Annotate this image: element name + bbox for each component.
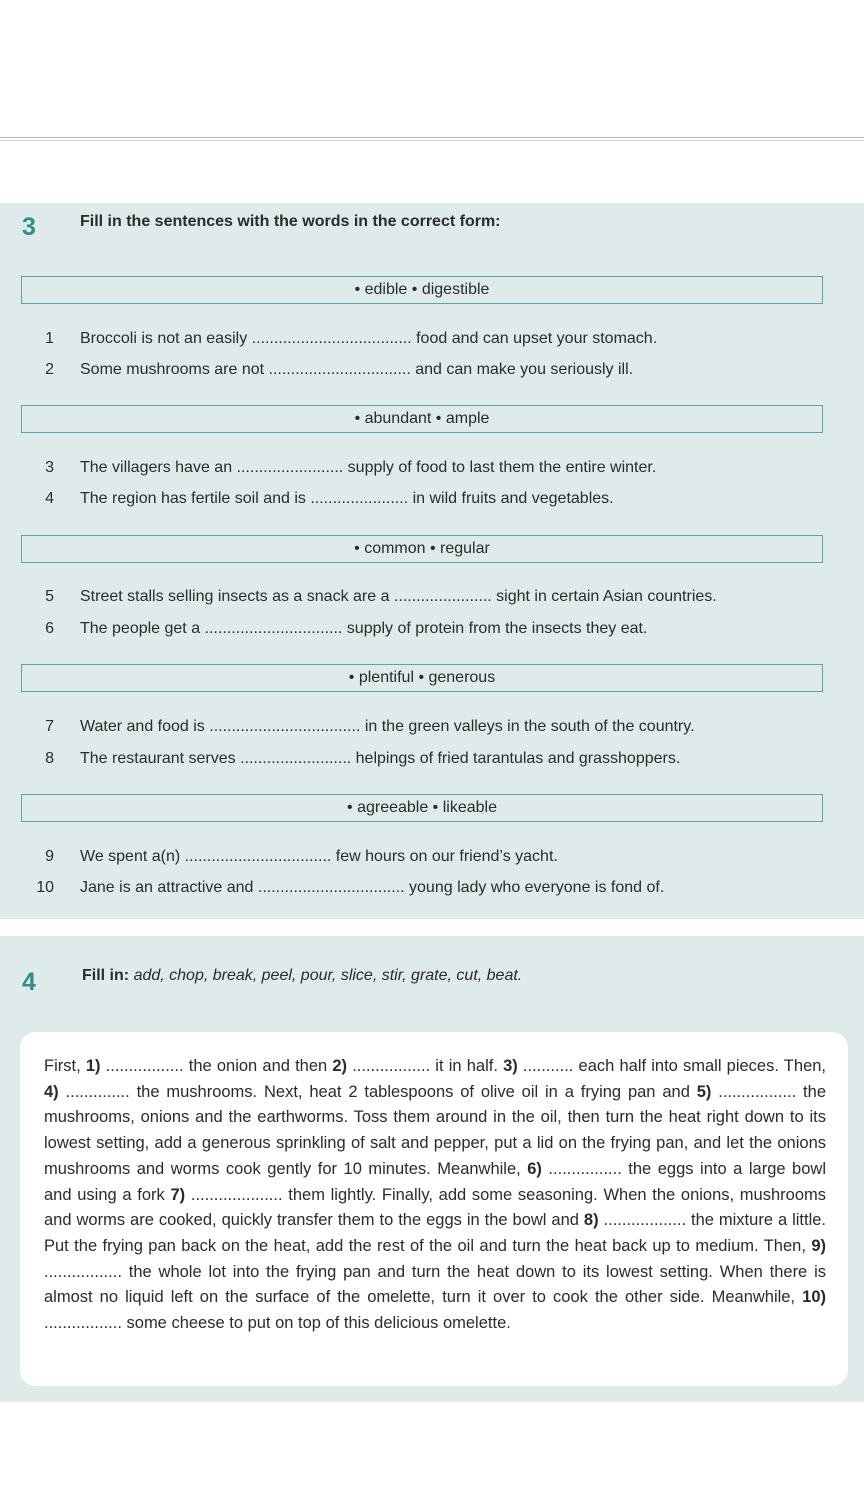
word-box: • agreeable • likeable	[21, 794, 823, 822]
gap-number: 3)	[503, 1057, 518, 1075]
sentence-text: The region has fertile soil and is ...................... in wild fruits and vegetables.	[80, 490, 614, 507]
sentence-text: We spent a(n) ................................. few hours on our friend’s yacht.	[80, 848, 558, 865]
paragraph-text: ................. the onion and then	[100, 1057, 333, 1075]
instruction-label: Fill in:	[82, 967, 130, 984]
gap-number: 2)	[332, 1057, 348, 1075]
sentence-number: 7	[45, 718, 54, 735]
gap-number: 7)	[170, 1185, 186, 1204]
sentence-number: 5	[45, 588, 54, 605]
gap-number: 5)	[696, 1082, 712, 1101]
sentence-number: 8	[45, 750, 54, 767]
gap-number: 6)	[527, 1159, 542, 1178]
sentence-number: 10	[36, 879, 54, 896]
gap-number: 4)	[44, 1082, 59, 1101]
paragraph-text: ........... each half into small pieces. Then,	[517, 1057, 827, 1075]
text-card	[20, 1032, 848, 1386]
gap-number: 10)	[802, 1288, 826, 1307]
gap-number: 1)	[85, 1057, 101, 1075]
paragraph-text: .................... them lightly. Finally, add some seasoning. When the onions, mushrooms and worms are cooked, quickly transfer them to the eggs in the bowl and	[44, 1185, 826, 1230]
sentence	[0, 749, 864, 769]
sentence	[0, 717, 864, 737]
exercise-number: 3	[22, 213, 36, 241]
sentence-number: 2	[45, 361, 54, 378]
sentence-text: The villagers have an ........................ supply of food to last them the entire winter.	[80, 459, 657, 476]
sentence-text: Water and food is .................................. in the green valleys in the south of the country.	[80, 718, 695, 735]
paragraph-text: .............. the mushrooms. Next, heat 2 tablespoons of olive oil in a frying pan and	[58, 1082, 697, 1101]
sentence	[0, 847, 864, 867]
sentence	[0, 489, 864, 509]
exercise-instruction: Fill in the sentences with the words in the correct form:	[80, 213, 501, 230]
sentence-number: 6	[45, 620, 54, 637]
paragraph-text: ................ the eggs into a large bowl and using a fork	[44, 1159, 826, 1204]
recipe-paragraph	[44, 1054, 826, 1337]
sentence-text: Street stalls selling insects as a snack are a ...................... sight in certain Asian countries.	[80, 588, 717, 605]
sentence	[0, 458, 864, 478]
sentence-text: The people get a ............................... supply of protein from the insects they eat.	[80, 620, 648, 637]
sentence-text: Jane is an attractive and ................................. young lady who everyone is fond of.	[80, 879, 665, 896]
sentence-number: 3	[45, 459, 54, 476]
exercise-number: 4	[22, 968, 36, 996]
word-box: • common • regular	[21, 535, 823, 563]
paragraph-text: ................. some cheese to put on top of this delicious omelette.	[44, 1314, 511, 1333]
instruction-word-list: add, chop, break, peel, pour, slice, stir, grate, cut, beat.	[133, 967, 523, 984]
sentence-text: Broccoli is not an easily .................................... food and can upset your stomach.	[80, 330, 658, 347]
exercise-instruction	[82, 967, 522, 985]
sentence-text: Some mushrooms are not ................................ and can make you seriously ill.	[80, 361, 634, 378]
sentence	[0, 329, 864, 349]
gap-number: 8)	[583, 1211, 599, 1230]
paragraph-text: ................. it in half.	[347, 1057, 504, 1075]
sentence-text: The restaurant serves ......................... helpings of fried tarantulas and grasshoppers.	[80, 750, 681, 767]
paragraph-text: ................. the mushrooms, onions and the earthworms. Toss them around in the oil, then turn the heat right down to its lowest setting, add a generous sprinkling of salt and pepper, put a lid on the frying pan, and let the onions mushrooms and worms cook gently for 10 minutes. Meanwhile,	[44, 1082, 826, 1178]
sentence-number: 1	[45, 330, 54, 347]
exercise-4-panel	[0, 936, 864, 1402]
paragraph-text: ................. the whole lot into the frying pan and turn the heat down to its lowest setting. When there is almost no liquid left on the surface of the omelette, turn it over to cook the other side. Meanwhile,	[44, 1262, 826, 1307]
word-box: • plentiful • generous	[21, 664, 823, 692]
sentence	[0, 619, 864, 639]
exercise-3-panel	[0, 203, 864, 919]
paragraph-text: .................. the mixture a little. Put the frying pan back on the heat, add the rest of the oil and turn the heat back up to medium. Then,	[44, 1211, 827, 1255]
sentence	[0, 587, 864, 607]
word-box: • abundant • ample	[21, 405, 823, 433]
sentence	[0, 878, 864, 898]
top-divider-line-secondary	[0, 140, 864, 141]
word-box: • edible • digestible	[21, 276, 823, 304]
gap-number: 9)	[811, 1236, 826, 1255]
sentence-number: 9	[45, 848, 54, 865]
sentence-number: 4	[45, 490, 54, 507]
sentence	[0, 360, 864, 380]
paragraph-text: First,	[44, 1057, 86, 1075]
top-divider-line	[0, 137, 864, 138]
